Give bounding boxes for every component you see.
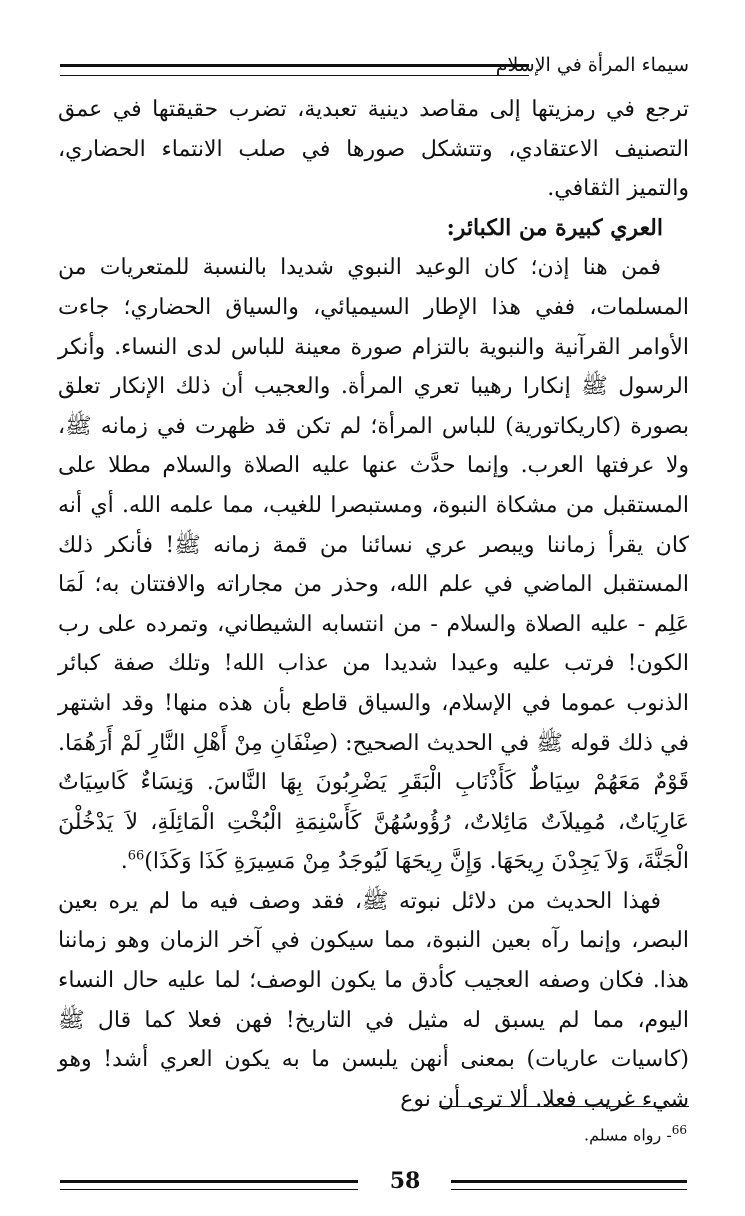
section-heading: العري كبيرة من الكبائر: (446, 214, 663, 241)
footnote-number: 66 (671, 1123, 687, 1137)
page-number: 58 (389, 1168, 421, 1194)
page-footer (60, 1170, 687, 1200)
hadith-end: . (120, 849, 128, 875)
footnote (584, 1118, 687, 1147)
paragraph-2-text: فمن هنا إذن؛ كان الوعيد النبوي شديدا بالنسبة للمتعريات من المسلمات، ففي هذا الإطار السيميائي، والسياق الحضاري؛ جاءت الأوامر القرآنية والنبوية بالتزام صورة معينة للباس لدى النساء. وأنكر الرسول ﷺ إنكارا رهيبا تعري المرأة. والعجيب أن ذلك الإنكار تعلق بصورة (كاريكاتورية) للباس المرأة؛ لم تكن قد ظهرت في زمانه ﷺ، ولا عرفتها العرب. وإنما حدَّث عنها عليه الصلاة والسلام مطلا على المستقبل من مشكاة النبوة، ومستبصرا للغيب، مما علمه الله. أي أنه كان يقرأ زماننا ويبصر عري نسائنا من قمة زمانه ﷺ! فأنكر ذلك المستقبل الماضي في علم الله، وحذر من مجاراته والافتتان به؛ لَمَا عَلِم - عليه الصلاة والسلام - من انتسابه الشيطاني، وتمرده على رب الكون! فرتب عليه وعيدا شديدا من عذاب الله! وتلك صفة كبائر الذنوب عموما في الإسلام، والسياق قاطع بأن هذه منها! وقد اشتهر في ذلك قوله ﷺ في الحديث الصحيح: (58, 255, 689, 756)
header-rule (60, 64, 529, 76)
paragraph-3: فهذا الحديث من دلائل نبوته ﷺ، فقد وصف فيه ما لم يره بعين البصر، وإنما رآه بعين النبوة، مما سيكون في آخر الزمان وهو زماننا هذا. فكان وصفه العجيب كأدق ما يكون الوصف؛ لما عليه حال النساء اليوم، مما لم يسبق له مثيل في التاريخ! فهن فعلا كما قال ﷺ (كاسيات عاريات) بمعنى أنهن يلبسن ما به يكون العري أشد! وهو شيء غريب فعلا. ألا ترى أن نوع (58, 888, 690, 1112)
footer-rule-right (451, 1180, 687, 1190)
footnote-ref[interactable]: 66 (127, 848, 145, 864)
running-title: سيماء المرأة في الإسلام (495, 54, 689, 76)
footnote-text: - رواه مسلم. (583, 1125, 672, 1145)
running-header (60, 52, 689, 82)
paragraph-2 (58, 248, 689, 882)
body-text (58, 90, 689, 1119)
hadith-quote: (صِنْفَانِ مِنْ أَهْلِ النَّارِ لَمْ أَرَهُمَا. قَوْمٌ مَعَهُمْ سِيَاطٌ كَأَذْنَابِ الْبَقَرِ يَضْرِبُونَ بِهَا النَّاسَ. وَنِسَاءٌ كَاسِيَاتٌ عَارِيَاتٌ، مُمِيلاَتٌ مَائِلاتٌ، رُؤُوسُهُنَّ كَأَسْنِمَةِ الْبُخْتِ الْمَائِلَةِ، لاَ يَدْخُلْنَ الْجَنَّةَ، وَلاَ يَجِدْنَ رِيحَهَا. وَإِنَّ رِيحَهَا لَيُوجَدُ مِنْ مَسِيرَةِ كَذَا وَكَذَا) (58, 730, 689, 875)
footnote-separator (439, 1106, 689, 1107)
paragraph-1: ترجع في رمزيتها إلى مقاصد دينية تعبدية، تضرب حقيقتها في عمق التصنيف الاعتقادي، وتتشكل صورها في صلب الانتماء الحضاري، والتميز الثقافي. (58, 97, 689, 202)
footer-rule-left (60, 1180, 358, 1190)
